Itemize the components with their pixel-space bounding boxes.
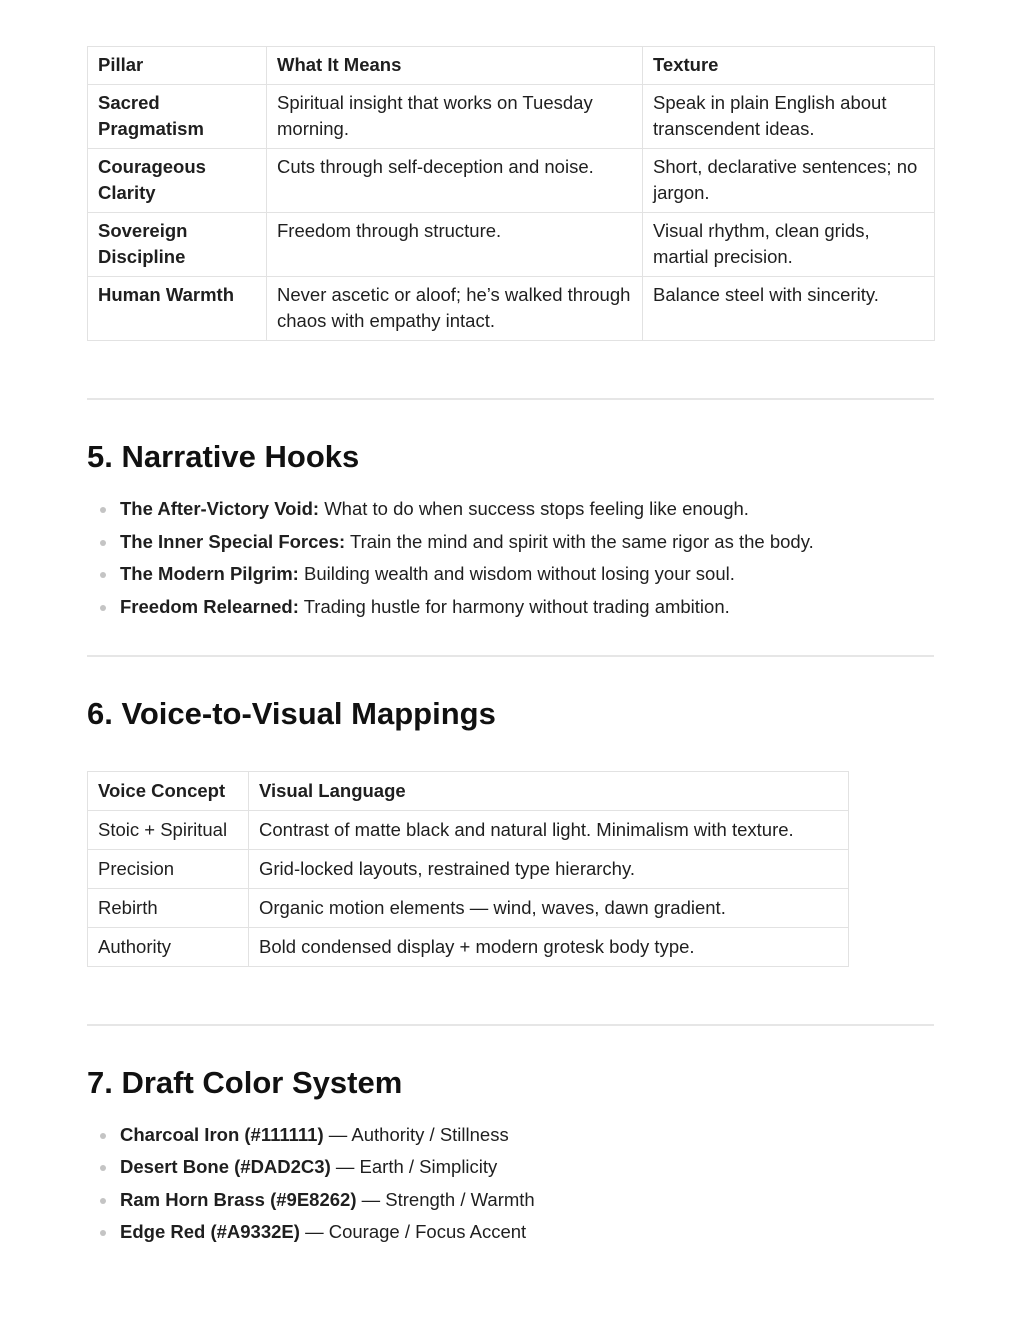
- bullet-icon: [100, 572, 106, 578]
- color-label: Desert Bone (#DAD2C3): [120, 1156, 331, 1177]
- hook-label: Freedom Relearned:: [120, 595, 299, 617]
- color-meaning: — Earth / Simplicity: [330, 1156, 498, 1177]
- visual-language: Organic motion elements — wind, waves, dawn gradient.: [249, 888, 849, 927]
- pillar-name: Sovereign Discipline: [88, 213, 267, 277]
- table-row: [88, 277, 935, 341]
- list-item: [87, 1219, 934, 1245]
- color-meaning: — Strength / Warmth: [356, 1188, 535, 1210]
- voice-visual-table: [87, 771, 849, 967]
- pillar-meaning: Spiritual insight that works on Tuesday morning.: [267, 85, 643, 149]
- pillars-table: [87, 46, 935, 341]
- list-item: [87, 1187, 934, 1213]
- list-item: [87, 594, 934, 620]
- section-divider: [87, 1024, 934, 1026]
- visual-language: Grid-locked layouts, restrained type hierarchy.: [249, 849, 849, 888]
- list-item: [87, 1154, 934, 1180]
- narrative-hooks-list: [87, 496, 934, 620]
- hook-label: The After-Victory Void:: [120, 498, 320, 519]
- table-row: [88, 810, 849, 849]
- table-header-row: [88, 47, 935, 85]
- pillar-texture: Short, declarative sentences; no jargon.: [643, 149, 935, 213]
- pillar-meaning: Freedom through structure.: [267, 213, 643, 277]
- pillar-texture: Balance steel with sincerity.: [643, 277, 935, 341]
- section-heading-color-system: 7. Draft Color System: [87, 1064, 403, 1100]
- pillar-texture: Speak in plain English about transcendent ideas.: [643, 85, 935, 149]
- section-heading-voice-to-visual: 6. Voice-to-Visual Mappings: [87, 695, 496, 731]
- table-row: [88, 213, 935, 277]
- color-label: Charcoal Iron (#111111): [120, 1123, 324, 1145]
- hook-label: The Modern Pilgrim:: [120, 563, 299, 584]
- hook-text: Train the mind and spirit with the same rigor as the body.: [345, 530, 814, 552]
- table-row: [88, 849, 849, 888]
- pillar-meaning: Never ascetic or aloof; he’s walked through chaos with empathy intact.: [267, 277, 643, 341]
- table-row: [88, 85, 935, 149]
- table-row: [88, 927, 849, 966]
- color-label: Ram Horn Brass (#9E8262): [120, 1188, 357, 1210]
- column-header-what-it-means: What It Means: [267, 47, 643, 85]
- hook-text: Trading hustle for harmony without trading ambition.: [298, 595, 730, 617]
- column-header-pillar: Pillar: [88, 47, 267, 85]
- voice-concept: Precision: [88, 849, 249, 888]
- visual-language: Bold condensed display + modern grotesk body type.: [249, 927, 849, 966]
- table-header-row: [88, 771, 849, 810]
- visual-language: Contrast of matte black and natural light. Minimalism with texture.: [249, 810, 849, 849]
- color-system-list: [87, 1122, 934, 1246]
- list-item: [87, 496, 934, 522]
- bullet-icon: [100, 1165, 106, 1171]
- hook-label: The Inner Special Forces:: [120, 530, 346, 552]
- hook-text: What to do when success stops feeling like enough.: [319, 498, 749, 519]
- section-divider: [87, 655, 934, 657]
- bullet-icon: [100, 507, 106, 513]
- voice-concept: Rebirth: [88, 888, 249, 927]
- voice-concept: Stoic + Spiritual: [88, 810, 249, 849]
- bullet-icon: [100, 1198, 106, 1204]
- pillar-name: Courageous Clarity: [88, 149, 267, 213]
- table-row: [88, 149, 935, 213]
- voice-concept: Authority: [88, 927, 249, 966]
- pillar-name: Human Warmth: [88, 277, 267, 341]
- color-label: Edge Red (#A9332E): [120, 1221, 300, 1242]
- section-divider: [87, 398, 934, 400]
- section-heading-narrative-hooks: 5. Narrative Hooks: [87, 439, 360, 474]
- bullet-icon: [100, 1133, 106, 1139]
- bullet-icon: [100, 605, 106, 611]
- table-row: [88, 888, 849, 927]
- document-page: [87, 46, 934, 1252]
- bullet-icon: [100, 1230, 106, 1236]
- list-item: [87, 561, 934, 587]
- color-meaning: — Courage / Focus Accent: [299, 1221, 527, 1242]
- column-header-texture: Texture: [643, 47, 935, 85]
- pillar-name: Sacred Pragmatism: [88, 85, 267, 149]
- pillar-meaning: Cuts through self-deception and noise.: [267, 149, 643, 213]
- column-header-visual-language: Visual Language: [249, 771, 849, 810]
- list-item: [87, 1122, 934, 1148]
- pillar-texture: Visual rhythm, clean grids, martial precision.: [643, 213, 935, 277]
- list-item: [87, 529, 934, 555]
- bullet-icon: [100, 540, 106, 546]
- hook-text: Building wealth and wisdom without losing your soul.: [298, 563, 735, 584]
- column-header-voice-concept: Voice Concept: [88, 771, 249, 810]
- color-meaning: — Authority / Stillness: [323, 1123, 509, 1145]
